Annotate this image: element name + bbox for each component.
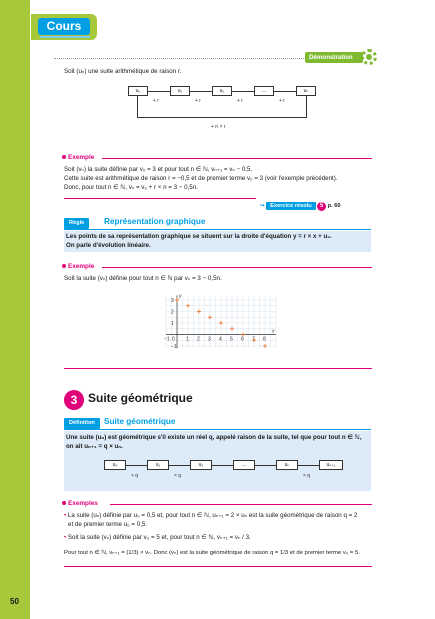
- seq-box: …: [254, 86, 274, 96]
- total-label: + n × r: [211, 124, 226, 130]
- seq-box: u₂: [190, 460, 212, 470]
- examples-line: • La suite (uₙ) définie par u₀ = 0,5 et, pour tout n ∈ ℕ, uₙ₊₁ = 2 × uₙ est la suite géométrique de raison q = 2: [64, 512, 358, 519]
- x-tick-label: 7: [252, 336, 255, 343]
- arrow-right-icon: ↪: [260, 203, 265, 209]
- y-tick-label: 3: [171, 298, 174, 304]
- definition-title: Suite géométrique: [104, 417, 176, 426]
- rule-line: Les points de sa représentation graphique se situent sur la droite d'équation y = r × x + u₀.: [66, 233, 332, 240]
- arrow: [232, 91, 254, 92]
- example2-line: Soit la suite (vₙ) définie pour tout n ∈ ℕ par vₙ = 3 − 0,5n.: [64, 275, 222, 282]
- bullet-icon: [62, 264, 66, 268]
- demo-intro: Soit (uₙ) une suite arithmétique de raison r.: [64, 68, 182, 75]
- step-label: × q: [131, 473, 139, 479]
- x-tick-label: 4: [219, 336, 222, 343]
- left-sidebar: [0, 0, 30, 619]
- x-tick-label: 0: [172, 336, 175, 343]
- seq-box: uₙ: [296, 86, 316, 96]
- arrow: [274, 91, 296, 92]
- example-line: Soit (vₙ) la suite définie par v₀ = 3 et pour tout n ∈ ℕ, vₙ₊₁ = vₙ − 0,5.: [64, 166, 253, 173]
- arrow: [148, 91, 170, 92]
- arrow: [255, 465, 276, 466]
- example2-bottom-rule: [64, 368, 372, 369]
- section-title: Suite géométrique: [88, 391, 193, 405]
- seq-box: u₀: [128, 86, 148, 96]
- exercise-button[interactable]: Exercice résolu: [266, 202, 315, 210]
- arrow: [190, 91, 212, 92]
- arrow: [212, 465, 233, 466]
- seq-box: uₙ₊₁: [319, 460, 343, 470]
- step-label: + r: [279, 98, 285, 104]
- seq-box: u₂: [212, 86, 232, 96]
- arrow: [169, 465, 190, 466]
- seq-box: u₀: [104, 460, 126, 470]
- y-axis-label: y: [179, 293, 182, 300]
- y-tick-label: −1: [171, 344, 177, 350]
- rule-line: On parle d'évolution linéaire.: [66, 242, 151, 249]
- seq-box: u₁: [170, 86, 190, 96]
- x-tick-label: 5: [230, 336, 233, 343]
- examples-line: Pour tout n ∈ ℕ, vₙ₊₁ = (1/3) × vₙ. Donc (vₙ) est la suite géométrique de raison q = 1/3 et de premier terme v₀ = 5.: [64, 550, 360, 556]
- page-number: 50: [10, 597, 19, 606]
- step-label: × q: [303, 473, 311, 479]
- definition-rule: [64, 429, 371, 430]
- seq-box: uₙ: [276, 460, 298, 470]
- examples-line: • Soit la suite (vₙ) définie par v₀ = 5 et, pour tout n ∈ ℕ, vₙ₊₁ = vₙ / 3.: [64, 534, 251, 541]
- example2-heading: Exemple: [62, 263, 94, 270]
- scatter-chart: [160, 290, 286, 358]
- exercise-page: p. 60: [327, 203, 341, 209]
- x-tick-label: 3: [208, 336, 211, 343]
- seq-box: …: [233, 460, 255, 470]
- cours-tab: Cours: [38, 18, 90, 35]
- x-tick-label: 8: [263, 336, 266, 343]
- x-tick-label: 6: [241, 336, 244, 343]
- rule-rule: [64, 229, 371, 230]
- examples-heading: Exemples: [62, 500, 98, 507]
- definition-line: Une suite (uₙ) est géométrique s'il existe un réel q, appelé raison de la suite, tel que pour tout n ∈ ℕ,: [66, 434, 362, 441]
- definition-tag: Définition: [64, 418, 100, 429]
- step-label: + r: [237, 98, 243, 104]
- x-tick-label: 1: [186, 336, 189, 343]
- example-line: Donc, pour tout n ∈ ℕ, vₙ = v₀ + r × n = 3 − 0,5n.: [64, 184, 198, 191]
- examples-line: et de premier terme u₀ = 0,5.: [68, 521, 148, 528]
- x-tick-label: −1: [164, 336, 170, 343]
- examples-bottom-rule: [64, 566, 372, 567]
- x-axis-label: x: [272, 328, 275, 335]
- step-label: + r: [153, 98, 159, 104]
- example-heading: Exemple: [62, 154, 94, 161]
- example2-rule: [102, 267, 372, 268]
- rule-title: Représentation graphique: [104, 217, 206, 226]
- example-rule: [102, 158, 372, 159]
- y-tick-label: 1: [171, 321, 174, 327]
- step-label: + r: [195, 98, 201, 104]
- example-bottom-rule: [64, 198, 256, 199]
- solved-exercise-link[interactable]: [260, 202, 340, 211]
- y-tick-label: 2: [171, 309, 174, 316]
- gear-icon: [361, 49, 377, 65]
- step-label: × q: [174, 473, 182, 479]
- demo-label: Démonstration: [305, 52, 363, 63]
- x-tick-label: 2: [197, 336, 200, 343]
- rule-tag: Règle: [64, 218, 89, 229]
- arrow: [298, 465, 319, 466]
- definition-line: on ait uₙ₊₁ = q × uₙ.: [66, 443, 123, 450]
- seq-box: u₁: [147, 460, 169, 470]
- total-bracket: [137, 96, 307, 118]
- arrow: [126, 465, 147, 466]
- cours-underline: [40, 36, 90, 38]
- exercise-number: 5: [317, 202, 326, 211]
- section-number: 3: [64, 390, 84, 410]
- examples-rule: [110, 504, 372, 505]
- bullet-icon: [62, 501, 66, 505]
- example-line: Cette suite est arithmétique de raison r = −0,5 et de premier terme v₀ = 3 (voir l'exemple précédent).: [64, 175, 338, 182]
- bullet-icon: [62, 155, 66, 159]
